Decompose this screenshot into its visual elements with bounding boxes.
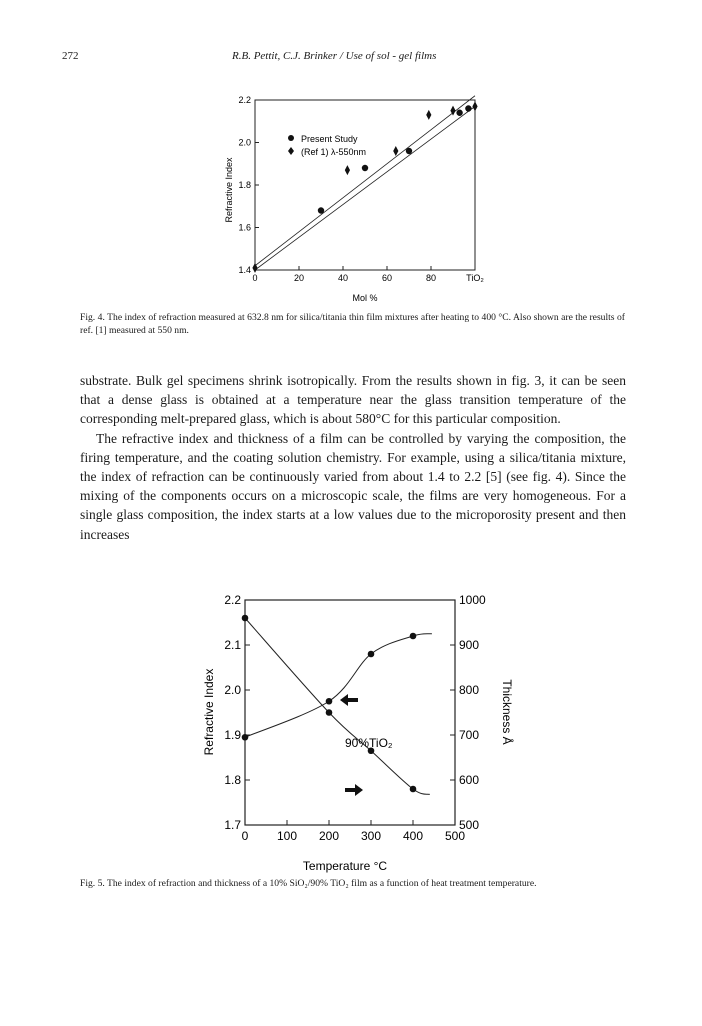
figure-5-caption: Fig. 5. The index of refraction and thickness of a 10% SiO₂/90% TiO₂ film as a function of heat treatment temperature. xyxy=(80,878,537,889)
fig5-y-left-tick-label: 2.1 xyxy=(224,638,241,652)
running-head: R.B. Pettit, C.J. Brinker / Use of sol - gel films xyxy=(232,50,437,62)
fig5-index-point xyxy=(326,698,333,705)
fig4-x-tick-label: 80 xyxy=(425,273,437,283)
fig5-curves xyxy=(245,618,432,794)
fig5-y-left-tick-label: 1.8 xyxy=(224,773,241,787)
fig4-x-tick-label: TiO₂ xyxy=(466,273,484,283)
fig4-point-ref1 xyxy=(426,110,431,120)
fig5-index-point xyxy=(242,734,249,741)
figure-5-chart xyxy=(185,580,525,880)
fig5-xlabel: Temperature °C xyxy=(302,859,388,873)
fig4-x-tick-label: 60 xyxy=(381,273,393,283)
paragraph-2: The refractive index and thickness of a film can be controlled by varying the composition, the firing temperature, and the coating solution chemistry. For example, using a silica/titania mixture, the index of refraction can be continuously varied from about 1.4 to 2.2 [5] (see fig. 4). Since the mixing of the components occurs on a microscopic scale, the films are very homogeneous. For a single glass composition, the index starts at a low values due to the microporosity present and then increases xyxy=(80,430,626,542)
fig5-y-right-tick-label: 500 xyxy=(459,818,480,832)
legend-ref1: (Ref 1) λ-550nm xyxy=(301,147,367,157)
fig4-point-present-study xyxy=(465,105,471,111)
fig4-ylabel: Refractive Index xyxy=(224,157,234,223)
fig4-point-ref1 xyxy=(472,101,477,111)
fig4-x-tick-label: 20 xyxy=(293,273,305,283)
fig5-thickness-point xyxy=(326,709,333,716)
fig4-xlabel: Mol % xyxy=(352,293,378,303)
fig5-index-point xyxy=(368,651,375,658)
fig4-y-tick-label: 1.8 xyxy=(238,180,251,190)
fig5-y-left-tick-label: 2.0 xyxy=(224,683,241,697)
fig5-index-point xyxy=(410,633,417,640)
fig5-ticks xyxy=(224,593,486,843)
legend-present-study: Present Study xyxy=(301,134,358,144)
page-header xyxy=(62,50,642,70)
figure-4-chart xyxy=(205,80,505,310)
fig5-y-right-tick-label: 1000 xyxy=(459,593,486,607)
fig5-ylabel-right: Thickness Å xyxy=(500,679,514,745)
fig4-point-present-study xyxy=(456,110,462,116)
fig4-y-tick-label: 2.2 xyxy=(238,95,251,105)
fig5-y-right-tick-label: 900 xyxy=(459,638,480,652)
fig5-y-right-tick-label: 800 xyxy=(459,683,480,697)
fig4-x-tick-label: 0 xyxy=(252,273,258,283)
fig4-legend xyxy=(288,134,366,157)
fig4-plot-frame xyxy=(255,100,475,270)
fig4-fit-lines xyxy=(255,96,475,270)
arrow-left-icon xyxy=(340,694,358,706)
fig4-x-tick-label: 40 xyxy=(337,273,349,283)
fig4-y-tick-label: 1.4 xyxy=(238,265,251,275)
fig5-ylabel-left: Refractive Index xyxy=(202,668,216,756)
body-text xyxy=(80,371,626,544)
fig4-point-present-study xyxy=(318,207,324,213)
fig4-point-present-study xyxy=(362,165,368,171)
page-number: 272 xyxy=(62,50,79,62)
fig5-x-tick-label: 400 xyxy=(402,829,424,843)
legend-diamond-marker xyxy=(288,147,294,155)
fig5-y-right-tick-label: 700 xyxy=(459,728,480,742)
fig5-thickness-point xyxy=(410,786,417,793)
legend-circle-marker xyxy=(288,135,294,141)
fig4-fit-line xyxy=(255,96,475,266)
fig5-y-left-tick-label: 2.2 xyxy=(224,593,241,607)
fig4-point-ref1 xyxy=(345,165,350,175)
fig4-y-tick-label: 2.0 xyxy=(238,137,251,148)
fig4-point-present-study xyxy=(406,148,412,154)
fig5-annotation: 90%TiO₂ xyxy=(345,736,393,750)
fig5-thickness-curve xyxy=(245,618,430,794)
fig5-points xyxy=(242,615,417,793)
fig5-x-tick-label: 300 xyxy=(360,829,382,843)
fig5-x-tick-label: 200 xyxy=(318,829,340,843)
fig5-x-tick-label: 100 xyxy=(276,829,298,843)
paragraph-1: substrate. Bulk gel specimens shrink isotropically. From the results shown in fig. 3, it can be seen that a dense glass is obtained at a temperature near the glass transition temperature of the corresponding melt-prepared glass, which is about 580°C for this particular composition. xyxy=(80,373,626,427)
fig5-y-left-tick-label: 1.9 xyxy=(224,728,241,742)
arrow-right-icon xyxy=(345,784,363,796)
fig5-thickness-point xyxy=(242,615,249,622)
fig4-y-tick-label: 1.6 xyxy=(238,222,251,233)
fig4-point-ref1 xyxy=(393,146,398,156)
fig5-y-right-tick-label: 600 xyxy=(459,773,480,787)
figure-4-caption: Fig. 4. The index of refraction measured at 632.8 nm for silica/titania thin film mixtures after heating to 400 °C. Also shown are the results of ref. [1] measured at 550 nm. xyxy=(80,312,625,337)
fig5-x-tick-label: 0 xyxy=(241,829,249,843)
fig5-y-left-tick-label: 1.7 xyxy=(224,818,241,832)
fig5-x-tick-label: 500 xyxy=(444,829,466,843)
fig4-fit-line xyxy=(255,106,475,270)
